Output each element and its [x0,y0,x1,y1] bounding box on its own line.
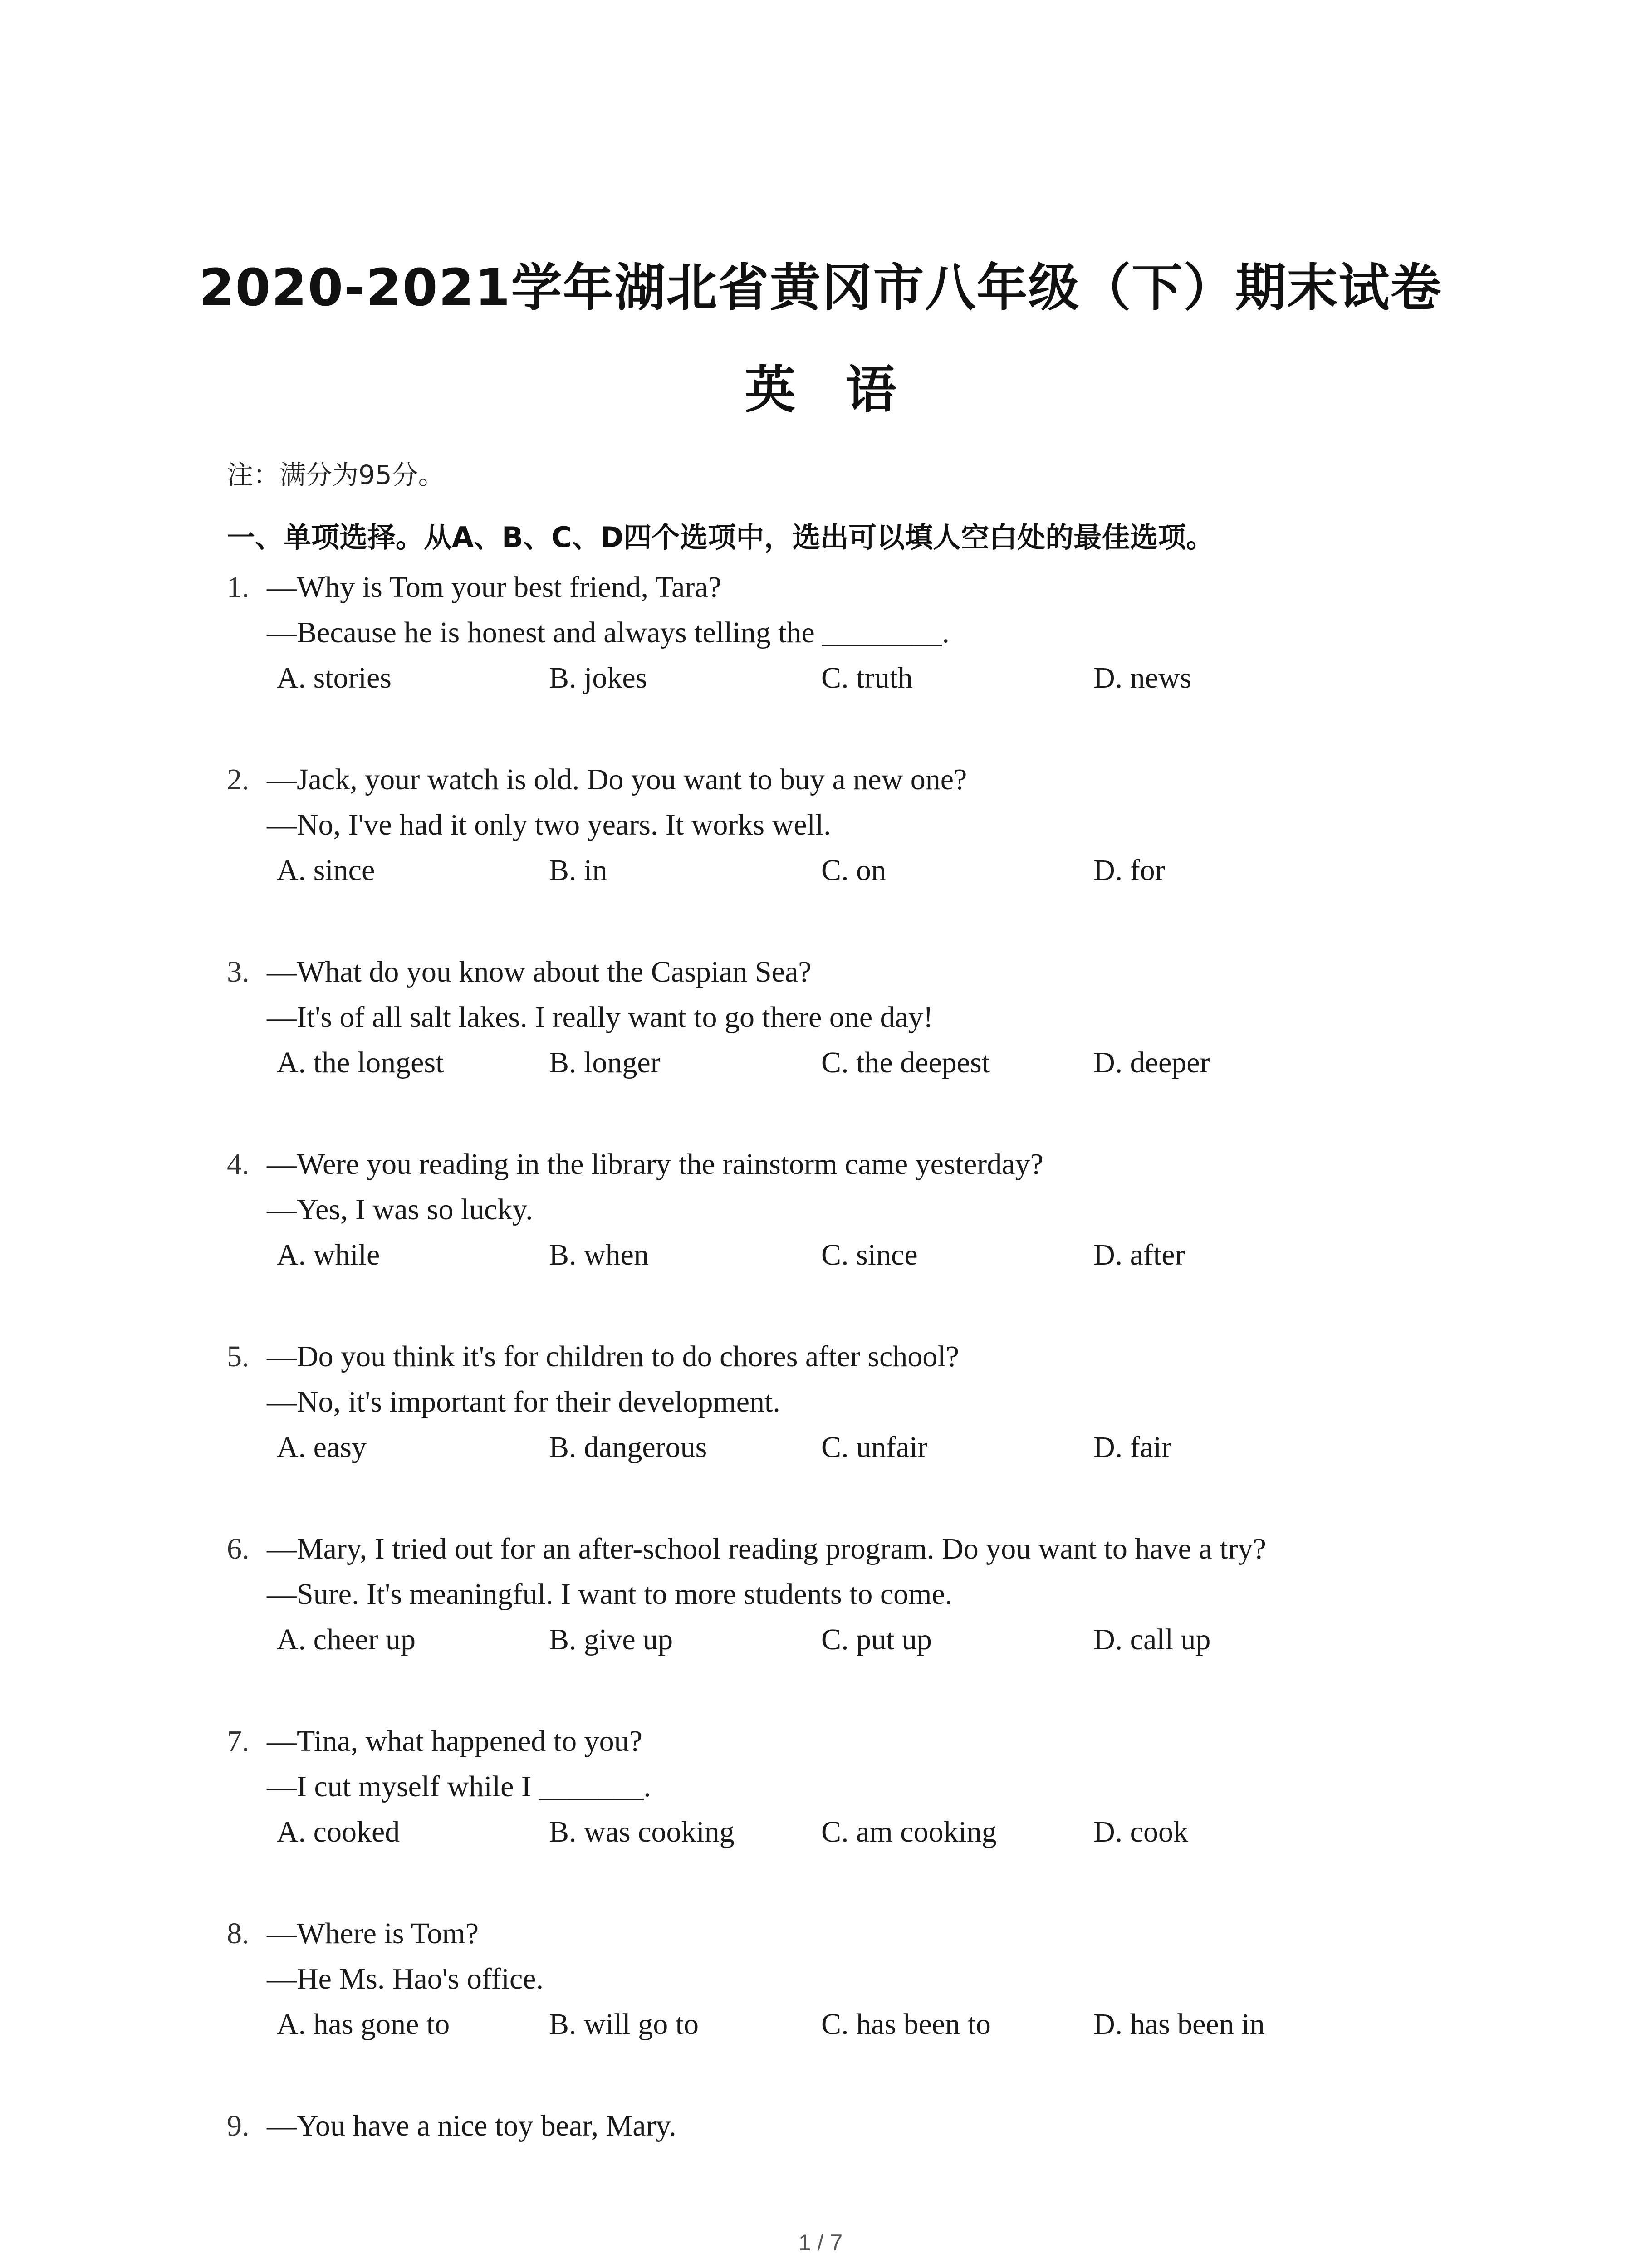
option-d: D. has been in [1093,2008,1265,2041]
option-c: C. put up [821,1623,932,1656]
option-c: C. truth [821,661,913,694]
option-d: D. cook [1093,1815,1188,1848]
option-a: A. easy [277,1431,367,1464]
question-7 [227,1719,1474,1911]
question-line [227,949,812,995]
option-a: A. while [277,1238,380,1271]
option-c: C. unfair [821,1431,928,1464]
option-d: D. fair [1093,1431,1172,1464]
question-number: 9. [227,2109,250,2142]
option-a: A. has gone to [277,2008,450,2041]
answer-line: —Because he is honest and always telling the ________. [267,616,950,649]
question-8 [227,1911,1474,2103]
option-c: C. has been to [821,2008,991,2041]
option-c: C. on [821,854,887,887]
option-b: B. when [549,1238,649,1271]
question-text: —Jack, your watch is old. Do you want to buy a new one? [267,763,967,796]
option-a: A. since [277,854,375,887]
question-line [227,757,967,802]
question-number: 8. [227,1917,250,1950]
question-line [227,1334,959,1379]
question-number: 3. [227,955,250,988]
answer-line: —No, it's important for their development. [267,1385,780,1418]
question-line [227,1142,1043,1187]
question-line [227,1911,479,1956]
question-text: —You have a nice toy bear, Mary. [267,2109,676,2142]
question-line [227,1719,642,1764]
question-1 [227,565,1474,757]
option-d: D. news [1093,661,1192,694]
answer-line: —It's of all salt lakes. I really want to go there one day! [267,1001,933,1034]
question-4 [227,1142,1474,1334]
section-heading: 一、单项选择。从A、B、C、D四个选项中，选出可以填人空白处的最佳选项。 [227,521,1215,554]
question-number: 4. [227,1148,250,1181]
question-line [227,2103,676,2149]
question-number: 6. [227,1532,250,1565]
subject-title: 英语 [745,361,946,420]
option-d: D. for [1093,854,1165,887]
option-b: B. give up [549,1623,673,1656]
page-title: 2020-2021学年湖北省黄冈市八年级（下）期末试卷 [199,259,1442,318]
option-b: B. will go to [549,2008,699,2041]
option-d: D. after [1093,1238,1185,1271]
question-text: —Tina, what happened to you? [267,1725,642,1758]
question-number: 1. [227,571,250,604]
question-line [227,1526,1266,1572]
answer-line: —Yes, I was so lucky. [267,1193,533,1226]
option-b: B. dangerous [549,1431,707,1464]
answer-line: —No, I've had it only two years. It works well. [267,808,831,841]
question-text: —Do you think it's for children to do chores after school? [267,1340,959,1373]
page-number: 1 / 7 [798,2230,843,2255]
question-number: 2. [227,763,250,796]
question-text: —Why is Tom your best friend, Tara? [267,571,721,604]
question-line [227,565,721,610]
option-a: A. the longest [277,1046,444,1079]
answer-line: —Sure. It's meaningful. I want to more students to come. [267,1578,953,1611]
option-c: C. since [821,1238,918,1271]
question-number: 7. [227,1725,250,1758]
option-d: D. deeper [1093,1046,1210,1079]
option-c: C. the deepest [821,1046,990,1079]
option-a: A. stories [277,661,392,694]
option-c: C. am cooking [821,1815,997,1848]
option-b: B. was cooking [549,1815,735,1848]
question-text: —Were you reading in the library the rainstorm came yesterday? [267,1148,1043,1181]
option-a: A. cheer up [277,1623,416,1656]
question-text: —Mary, I tried out for an after-school reading program. Do you want to have a try? [267,1532,1266,1565]
question-3 [227,949,1474,1142]
question-5 [227,1334,1474,1526]
question-6 [227,1526,1474,1719]
option-d: D. call up [1093,1623,1211,1656]
answer-line: —He Ms. Hao's office. [267,1962,544,1995]
question-2 [227,757,1474,949]
question-list [227,565,1474,2268]
question-text: —What do you know about the Caspian Sea? [267,955,812,988]
question-text: —Where is Tom? [267,1917,479,1950]
option-a: A. cooked [277,1815,400,1848]
answer-line: —I cut myself while I _______. [267,1770,651,1803]
option-b: B. longer [549,1046,661,1079]
option-b: B. in [549,854,607,887]
option-b: B. jokes [549,661,647,694]
question-number: 5. [227,1340,250,1373]
score-note: 注：满分为95分。 [227,459,445,490]
